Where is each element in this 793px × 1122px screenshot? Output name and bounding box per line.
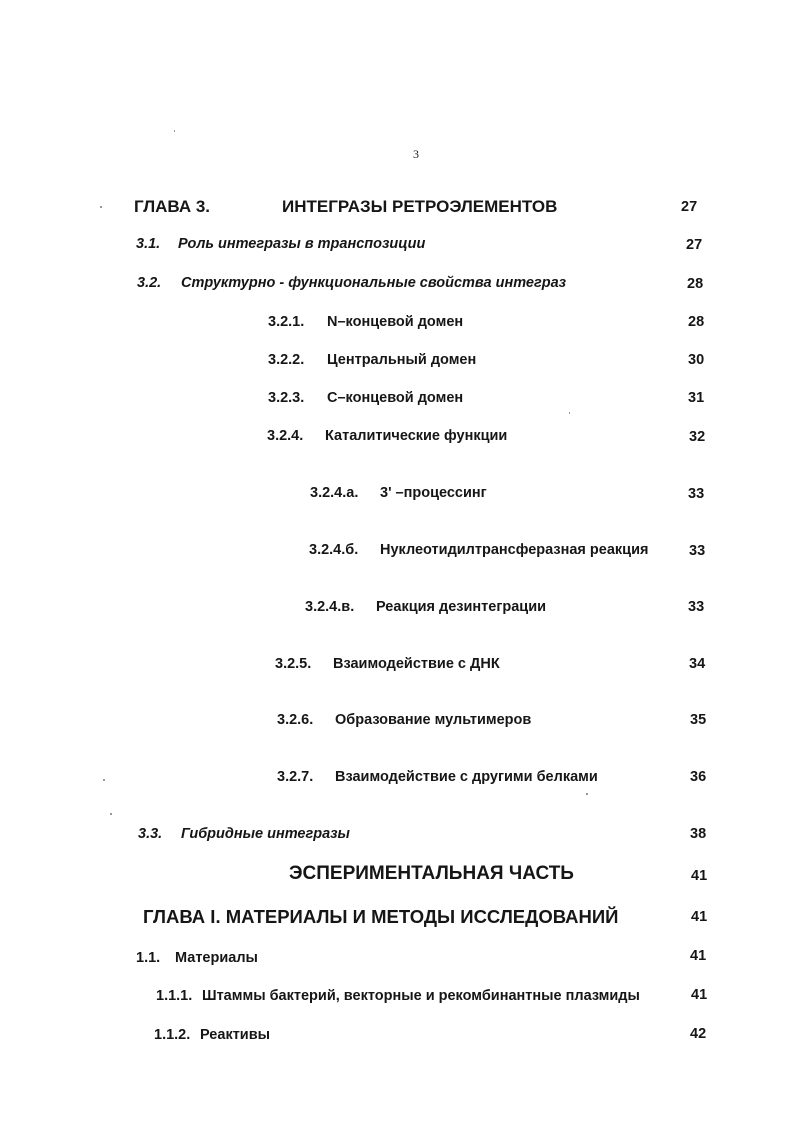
toc-title: Образование мультимеров [335, 712, 532, 728]
toc-title: ИНТЕГРАЗЫ РЕТРОЭЛЕМЕНТОВ [282, 197, 558, 216]
toc-page: 41 [690, 948, 707, 964]
toc-number: 3.1. [136, 236, 161, 252]
toc-number: 3.2.2. [268, 352, 305, 368]
toc-page: 36 [690, 769, 707, 785]
toc-page: 28 [688, 314, 705, 330]
toc-title: ЭСПЕРИМЕНТАЛЬНАЯ ЧАСТЬ [289, 863, 574, 884]
toc-page: 33 [689, 543, 706, 559]
toc-title: Структурно - функциональные свойства интеграз [181, 275, 567, 291]
toc-title: Центральный домен [327, 352, 477, 368]
toc-number: 1.1.2. [154, 1027, 191, 1043]
toc-page: 34 [689, 656, 706, 672]
toc-page: 33 [688, 599, 705, 615]
scan-speck [103, 779, 105, 781]
toc-number: 3.2.4.в. [305, 599, 355, 615]
toc-page: 38 [690, 826, 707, 842]
scan-speck [100, 206, 102, 208]
toc-number: 1.1. [136, 950, 161, 966]
toc-page: 28 [687, 276, 704, 292]
toc-number: 3.2. [137, 275, 162, 291]
scan-speck [586, 793, 588, 795]
toc-title: Взаимодействие с другими белками [335, 769, 598, 785]
toc-title: Штаммы бактерий, векторные и рекомбинантные плазмиды [202, 988, 640, 1004]
toc-page: 41 [691, 987, 708, 1003]
toc-page: 31 [688, 390, 705, 406]
toc-number: ГЛАВА 3. [134, 197, 211, 216]
toc-number: 3.3. [138, 826, 163, 842]
toc-page: 42 [690, 1026, 707, 1042]
toc-number: 3.2.4.б. [309, 542, 359, 558]
toc-title: Каталитические функции [325, 428, 508, 444]
toc-title: Нуклеотидилтрансферазная реакция [380, 542, 649, 558]
toc-number: 3.2.6. [277, 712, 314, 728]
toc-title: Гибридные интегразы [181, 826, 350, 842]
toc-number: 3.2.3. [268, 390, 305, 406]
toc-page: 33 [688, 486, 705, 502]
toc-number: 3.2.1. [268, 314, 305, 330]
toc-number: 3.2.4.а. [310, 485, 359, 501]
toc-number: 3.2.4. [267, 428, 304, 444]
toc-page: 41 [691, 909, 708, 925]
toc-title: 3' –процессинг [380, 485, 487, 501]
toc-number: 3.2.5. [275, 656, 312, 672]
toc-title: N–концевой домен [327, 314, 464, 330]
toc-page: 41 [691, 868, 708, 884]
toc-title: Реактивы [200, 1027, 271, 1043]
toc-page: 30 [688, 352, 705, 368]
toc-title: С–концевой домен [327, 390, 464, 406]
toc-page: 32 [689, 429, 706, 445]
scan-speck [174, 130, 175, 132]
toc-title: Взаимодействие с ДНК [333, 656, 500, 672]
toc-number: 1.1.1. [156, 988, 193, 1004]
toc-number: 3.2.7. [277, 769, 314, 785]
toc-page: 35 [690, 712, 707, 728]
toc-title: Роль интегразы в транспозиции [178, 236, 426, 252]
toc-page: 27 [686, 237, 703, 253]
toc-page: 27 [681, 199, 698, 215]
scan-speck [569, 412, 570, 414]
scan-speck [110, 813, 112, 815]
toc-title: Реакция дезинтеграции [376, 599, 547, 615]
page-number: 3 [413, 147, 419, 161]
toc-title: ГЛАВА I. МАТЕРИАЛЫ И МЕТОДЫ ИССЛЕДОВАНИЙ [143, 906, 619, 927]
toc-title: Материалы [175, 950, 258, 966]
